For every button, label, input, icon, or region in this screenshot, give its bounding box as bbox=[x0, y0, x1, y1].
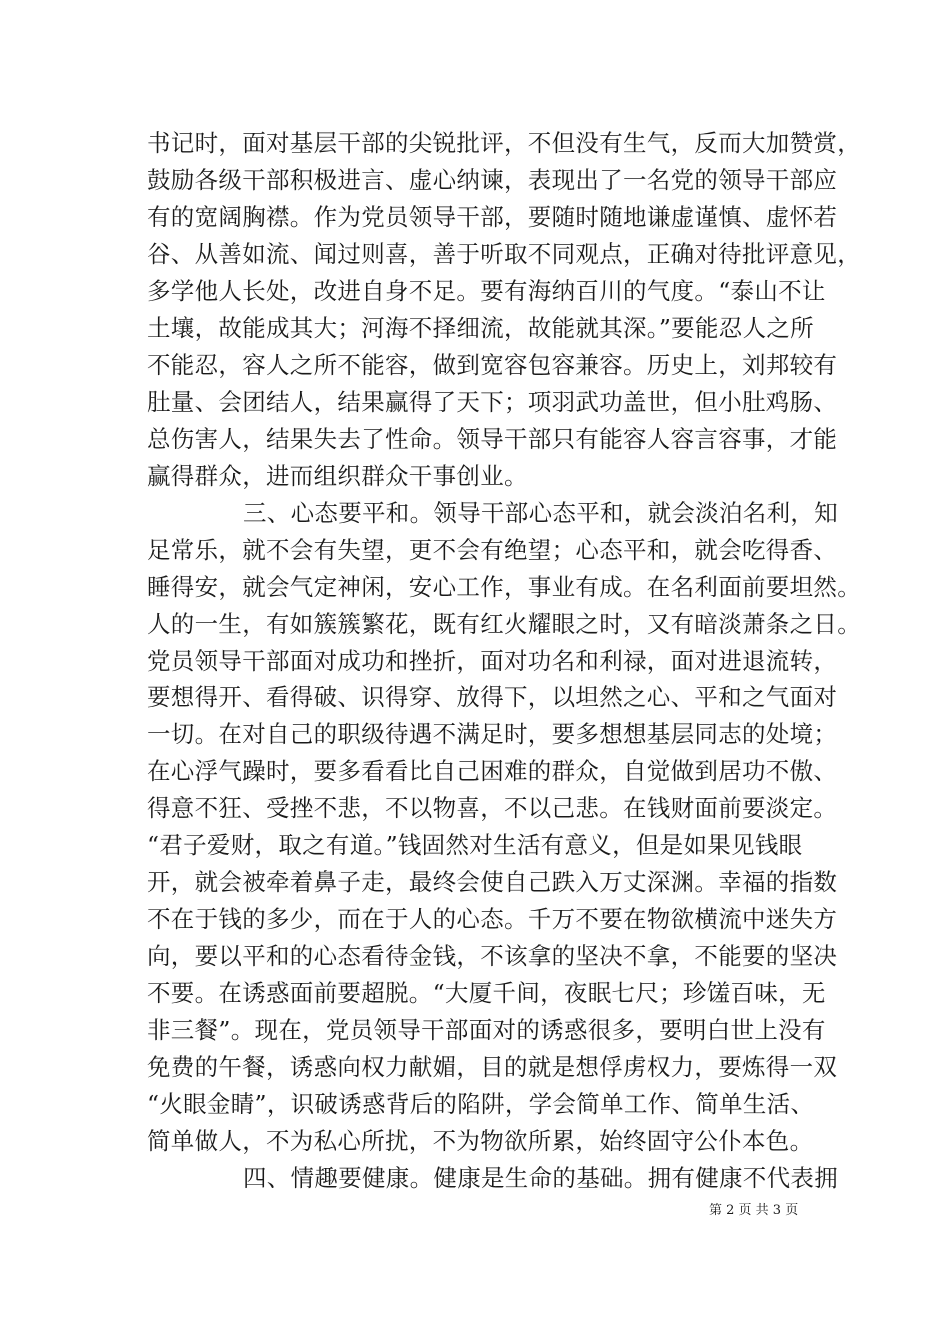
text-line: 非三餐”。现在，党员领导干部面对的诱惑很多，要明白世上没有 bbox=[147, 1016, 826, 1045]
text-line: “火眼金睛”，识破诱惑背后的陷阱，学会简单工作、简单生活、 bbox=[147, 1090, 815, 1119]
text-line: 人的一生，有如簇簇繁花，既有红火耀眼之时，又有暗淡萧条之日。 bbox=[147, 609, 861, 638]
text-line: 有的宽阔胸襟。作为党员领导干部，要随时随地谦虚谨慎、虚怀若 bbox=[147, 202, 838, 231]
text-line: 在心浮气躁时，要多看看比自己困难的群众，自觉做到居功不傲、 bbox=[147, 757, 838, 786]
text-line: 土壤，故能成其大；河海不择细流，故能就其深。”要能忍人之所 bbox=[147, 313, 814, 342]
text-line: 得意不狂、受挫不悲，不以物喜，不以己悲。在钱财面前要淡定。 bbox=[147, 794, 838, 823]
section-heading-line: 三、心态要平和。领导干部心态平和，就会淡泊名利，知 bbox=[243, 498, 838, 527]
text-line: 赢得群众，进而组织群众干事创业。 bbox=[147, 461, 528, 490]
text-line: 党员领导干部面对成功和挫折，面对功名和利禄，面对进退流转， bbox=[147, 646, 838, 675]
text-line: 多学他人长处，改进自身不足。要有海纳百川的气度。“泰山不让 bbox=[147, 276, 826, 305]
text-line: 不在于钱的多少，而在于人的心态。千万不要在物欲横流中迷失方 bbox=[147, 905, 838, 934]
text-line: 鼓励各级干部积极进言、虚心纳谏，表现出了一名党的领导干部应 bbox=[147, 165, 838, 194]
text-line: 向，要以平和的心态看待金钱，不该拿的坚决不拿，不能要的坚决 bbox=[147, 942, 838, 971]
text-line: “君子爱财，取之有道。”钱固然对生活有意义，但是如果见钱眼 bbox=[147, 831, 803, 860]
text-line: 足常乐，就不会有失望，更不会有绝望；心态平和，就会吃得香、 bbox=[147, 535, 838, 564]
text-line: 要想得开、看得破、识得穿、放得下，以坦然之心、平和之气面对 bbox=[147, 683, 838, 712]
section-heading-line: 四、情趣要健康。健康是生命的基础。拥有健康不代表拥 bbox=[243, 1164, 838, 1192]
text-line: 书记时，面对基层干部的尖锐批评，不但没有生气，反而大加赞赏， bbox=[147, 129, 861, 157]
text-line: 总伤害人，结果失去了性命。领导干部只有能容人容言容事，才能 bbox=[147, 424, 838, 453]
page-number-footer: 第 2 页 共 3 页 bbox=[709, 1203, 799, 1218]
text-line: 开，就会被牵着鼻子走，最终会使自己跌入万丈深渊。幸福的指数 bbox=[147, 868, 838, 897]
text-line: 不能忍，容人之所不能容，做到宽容包容兼容。历史上，刘邦较有 bbox=[147, 350, 838, 379]
text-line: 不要。在诱惑面前要超脱。“大厦千间，夜眠七尺；珍馐百味，无 bbox=[147, 979, 826, 1008]
text-line: 简单做人，不为私心所扰，不为物欲所累，始终固守公仆本色。 bbox=[147, 1127, 814, 1156]
text-line: 一切。在对自己的职级待遇不满足时，要多想想基层同志的处境； bbox=[147, 720, 838, 749]
text-line: 免费的午餐，诱惑向权力献媚，目的就是想俘虏权力，要炼得一双 bbox=[147, 1053, 838, 1082]
text-line: 谷、从善如流、闻过则喜，善于听取不同观点，正确对待批评意见， bbox=[147, 239, 861, 268]
text-line: 睡得安，就会气定神闲，安心工作，事业有成。在名利面前要坦然。 bbox=[147, 572, 861, 601]
text-line: 肚量、会团结人，结果赢得了天下；项羽武功盖世，但小肚鸡肠、 bbox=[147, 387, 838, 416]
